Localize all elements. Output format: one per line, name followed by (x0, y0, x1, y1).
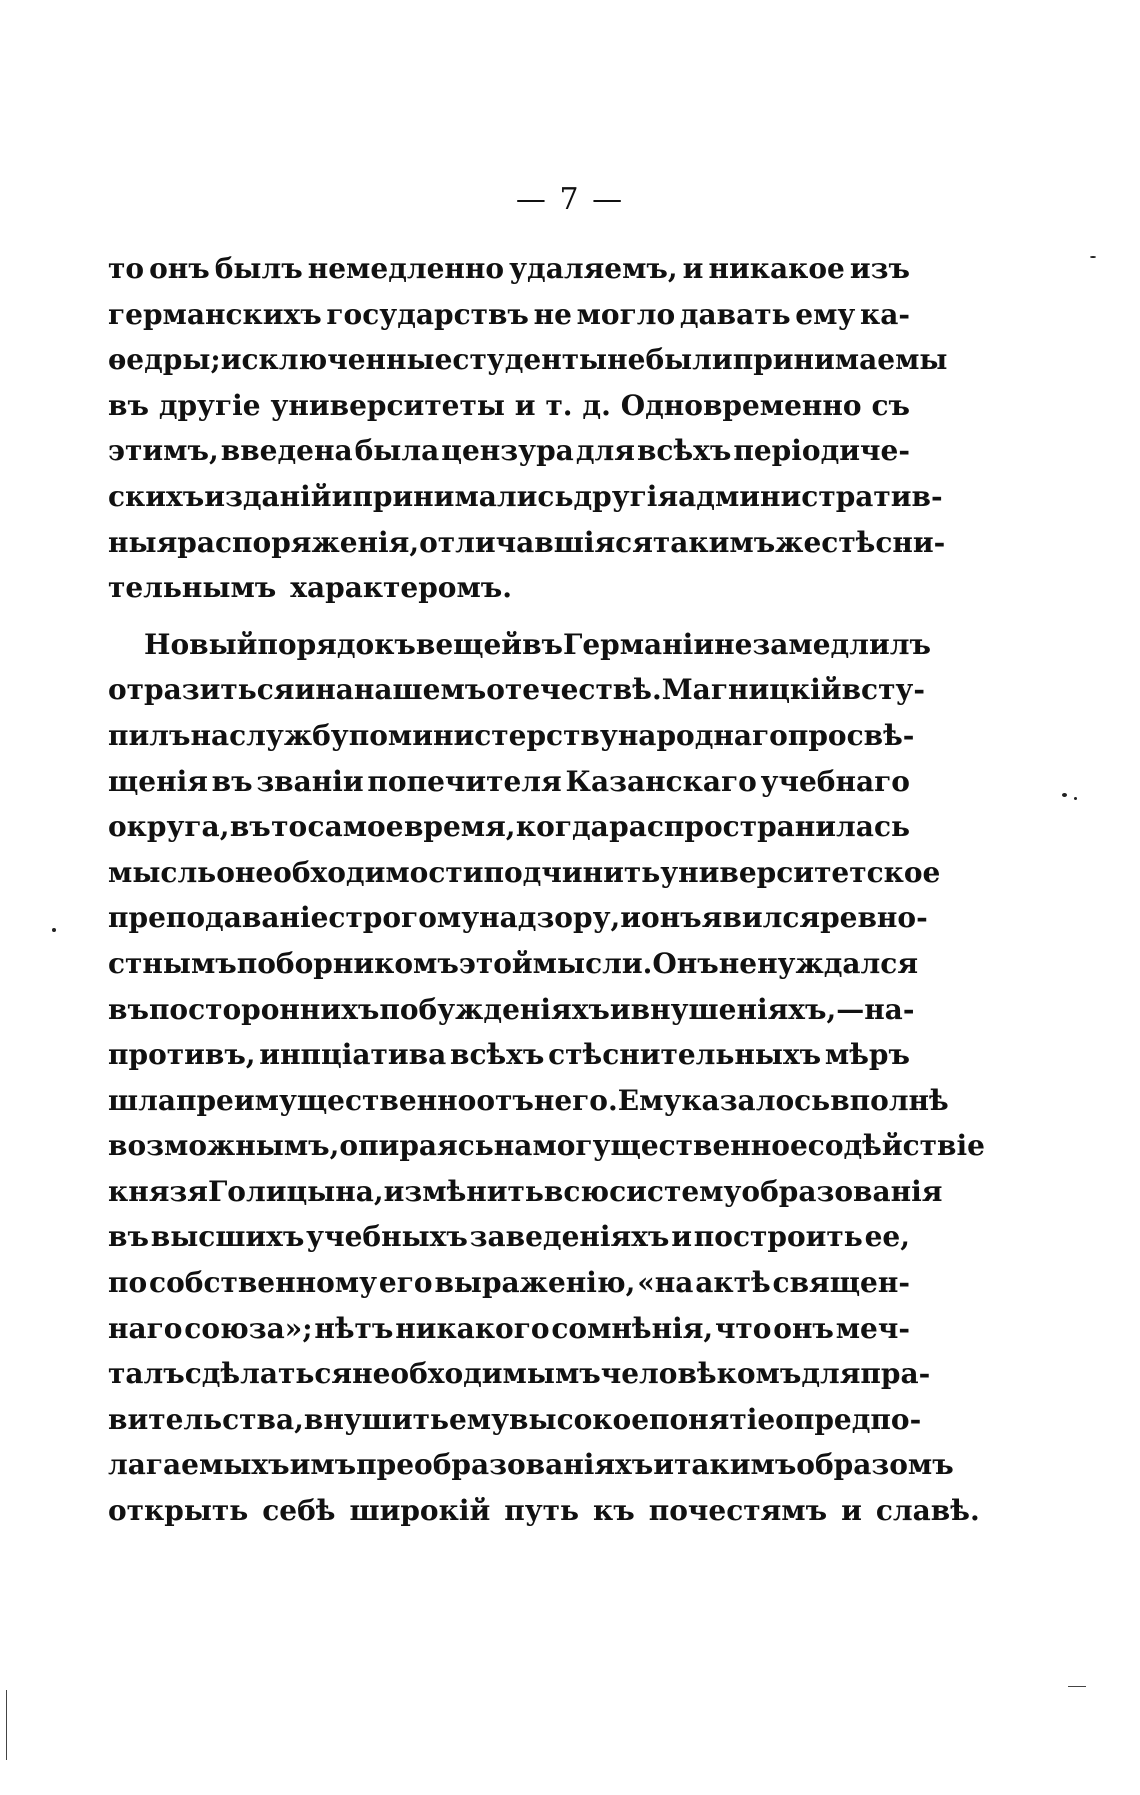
word: о (216, 855, 235, 889)
word: службу (229, 718, 349, 752)
word: преимущественно (175, 1083, 477, 1117)
word: изъ (849, 252, 910, 285)
word: тельнымъ (108, 571, 277, 605)
word: высшихъ (150, 1220, 305, 1254)
word: Ему (617, 1083, 682, 1117)
word: по (348, 718, 388, 752)
text-line (108, 571, 910, 617)
word: скихъ (108, 479, 205, 513)
word: собственному (149, 1266, 378, 1300)
word: порядокъ (257, 627, 416, 661)
text-line (108, 765, 910, 811)
word: на (493, 1129, 533, 1163)
word: побужденіяхъ (379, 992, 610, 1026)
word: немедленно (307, 252, 505, 285)
paragraph-gap (108, 617, 910, 628)
text-line (108, 1357, 931, 1403)
word: щенія (108, 764, 208, 798)
word: въ (108, 1220, 149, 1254)
word: была (354, 434, 440, 468)
word: Казанскаго (565, 764, 757, 798)
word: когда (515, 810, 609, 844)
word: въ (229, 810, 271, 844)
word: этимъ, (108, 434, 219, 468)
word: могло (576, 297, 676, 331)
word: изданій (204, 479, 332, 513)
word: — (836, 992, 865, 1026)
word: систему (609, 1174, 742, 1208)
word: и (682, 252, 704, 285)
word: къ (593, 1494, 635, 1528)
word: шла (108, 1083, 176, 1117)
word: государствъ (326, 297, 529, 331)
word: ему (448, 1402, 510, 1436)
word: давать (679, 297, 791, 331)
word: не (714, 627, 753, 661)
word: мысль (108, 855, 217, 889)
word: принимались (352, 479, 574, 513)
word: понятіе (649, 1402, 776, 1436)
text-line (108, 1129, 985, 1175)
word: и (609, 992, 631, 1026)
word: удаляемъ, (509, 252, 678, 285)
text-line (108, 810, 910, 856)
word: талъ (108, 1357, 185, 1391)
word: принимаемы (732, 343, 948, 377)
word: и (653, 1448, 675, 1482)
text-line (108, 1448, 954, 1494)
text-line (108, 855, 941, 902)
word: время, (403, 810, 516, 844)
word: необходимости (234, 855, 484, 889)
word: же (775, 525, 822, 559)
word: содѣйствіе (807, 1129, 985, 1163)
text-line (108, 1312, 910, 1358)
word: учебнаго (760, 764, 910, 798)
word: онъ (773, 1311, 834, 1345)
word: измѣнить (383, 1174, 544, 1208)
word: отъ (476, 1083, 534, 1117)
word: подчинить (483, 855, 661, 889)
word: университеты (270, 388, 505, 422)
word: путь (504, 1494, 580, 1528)
text-line (108, 434, 910, 480)
word: были (645, 343, 733, 377)
word: почестямъ (648, 1494, 828, 1528)
word: министерству (387, 718, 618, 752)
word: Магницкій (661, 673, 842, 707)
word: попечителя (367, 764, 562, 798)
word: не (533, 297, 572, 331)
word: нѣтъ (314, 1311, 394, 1345)
word: онъ (149, 252, 210, 285)
word: и (331, 479, 353, 513)
word: ему (795, 297, 856, 331)
text-line (108, 1174, 943, 1221)
word: введена (220, 434, 353, 468)
word: князя (108, 1174, 208, 1208)
word: въ (108, 992, 149, 1026)
word: заведеніяхъ (469, 1220, 670, 1254)
word: замедлилъ (752, 627, 931, 661)
word: Новый (144, 627, 258, 661)
word: поборникомъ (236, 946, 459, 980)
text-line (108, 1266, 910, 1312)
word: студенты (452, 343, 608, 377)
text-line (108, 343, 948, 389)
word: открыть (108, 1494, 249, 1528)
word: другіе (158, 388, 261, 422)
word: высокое (509, 1402, 650, 1436)
word: явился (701, 901, 821, 935)
word: административ- (678, 479, 943, 513)
word: такимъ (652, 525, 776, 559)
word: и (620, 901, 642, 935)
word: мѣръ (824, 1038, 910, 1072)
word: человѣкомъ (600, 1357, 802, 1391)
word: на- (864, 992, 915, 1026)
scan-edge-mark (6, 1690, 7, 1760)
word: съ (871, 388, 910, 422)
word: ее, (864, 1220, 910, 1254)
word: былъ (214, 252, 303, 285)
word: всю (543, 1174, 610, 1208)
word: округа, (108, 810, 230, 844)
word: и (841, 1494, 862, 1528)
word: просвѣ- (787, 718, 915, 752)
word: на (190, 718, 230, 752)
text-line (108, 252, 910, 298)
text-line (108, 525, 946, 572)
word: ѳедры; (108, 343, 221, 377)
word: могущественное (532, 1129, 808, 1163)
word: лагаемыхъ (108, 1448, 290, 1482)
word: ревно- (820, 901, 928, 935)
word: пилъ (108, 718, 191, 752)
word: никакое (708, 252, 845, 285)
print-speck (1062, 793, 1067, 797)
word: исключенные (220, 343, 453, 377)
word: всѣхъ (636, 434, 732, 468)
text-line (108, 1494, 980, 1540)
text-line (108, 946, 919, 993)
word: характеромъ. (290, 571, 513, 605)
word: «на (637, 1266, 694, 1300)
word: стѣснительныхъ (548, 1038, 822, 1072)
word: всѣхъ (449, 1038, 545, 1072)
word: него. (533, 1083, 618, 1117)
text-line (108, 992, 915, 1039)
text-line (108, 673, 925, 719)
word: распоряженія, (177, 525, 420, 559)
word: и (671, 1220, 692, 1254)
word: предпо- (793, 1402, 922, 1436)
word: инпціатива (259, 1038, 447, 1072)
word: союза»; (184, 1311, 313, 1345)
word: и (514, 388, 536, 422)
word: самое (307, 810, 404, 844)
word: для (575, 434, 635, 468)
scan-edge-mark (1068, 1686, 1086, 1687)
word: славѣ. (875, 1494, 980, 1528)
word: по (108, 1266, 148, 1300)
word: ныя (108, 525, 178, 559)
word: университетское (660, 855, 941, 889)
word: всту- (841, 673, 925, 707)
word: онъ (641, 901, 702, 935)
word: преподаваніе (108, 901, 329, 935)
word: званіи (256, 764, 364, 798)
word: постороннихъ (148, 992, 380, 1026)
word: себѣ (262, 1494, 336, 1528)
word: не (718, 946, 758, 980)
word: другія (573, 479, 679, 513)
word: построить (693, 1220, 863, 1254)
word: т. (545, 388, 573, 422)
word: священ- (772, 1266, 910, 1300)
text-line (108, 389, 910, 435)
word: сомнѣнія, (551, 1311, 714, 1345)
word: что (714, 1311, 772, 1345)
word: казалось (681, 1083, 831, 1117)
word: этой (458, 946, 533, 980)
word: мысли. (532, 946, 653, 980)
word: сдѣлаться (184, 1357, 353, 1391)
text-line (108, 1083, 949, 1130)
word: то (271, 810, 308, 844)
word: въ (522, 627, 563, 661)
word: отразиться (108, 673, 295, 707)
word: образованія (741, 1174, 943, 1208)
print-speck (1074, 797, 1077, 800)
word: ка- (860, 297, 910, 331)
word: опираясь (339, 1129, 494, 1163)
word: отечествѣ. (486, 673, 662, 707)
word: цензура (441, 434, 574, 468)
word: актѣ (695, 1266, 771, 1300)
word: строгому (328, 901, 480, 935)
text-line (108, 298, 910, 344)
word: въ (211, 764, 253, 798)
word: надзору, (479, 901, 621, 935)
word: учебныхъ (306, 1220, 468, 1254)
word: то (108, 252, 145, 285)
word: внушеніяхъ, (630, 992, 837, 1026)
word: возможнымъ, (108, 1129, 340, 1163)
word: Онъ (652, 946, 719, 980)
word: вительства, (108, 1402, 304, 1436)
text-line (108, 1220, 910, 1266)
text-line (108, 479, 943, 526)
word: никакого (395, 1311, 550, 1345)
page-number: — 7 — (515, 182, 625, 217)
word: имъ (289, 1448, 357, 1482)
word: отличавшіяся (419, 525, 653, 559)
word: противъ, (108, 1038, 256, 1072)
word: періодиче- (733, 434, 910, 468)
word: народнаго (617, 718, 788, 752)
word: пра- (860, 1357, 931, 1391)
text-line (108, 1402, 922, 1449)
text-line (108, 627, 931, 674)
word: его (378, 1266, 433, 1300)
word: Германіи (563, 627, 715, 661)
word: стнымъ (108, 946, 237, 980)
word: широкій (349, 1494, 491, 1528)
word: стѣсни- (821, 525, 946, 559)
text-line (108, 718, 915, 765)
word: вещей (415, 627, 523, 661)
word: въ (108, 388, 149, 422)
text-line (108, 901, 928, 947)
word: нашемъ (353, 673, 487, 707)
body-text (108, 252, 985, 1540)
word: о (775, 1402, 794, 1436)
word: выраженію, (434, 1266, 636, 1300)
word: Голицына, (207, 1174, 384, 1208)
word: и (294, 673, 316, 707)
word: вполнѣ (830, 1083, 949, 1117)
word: для (801, 1357, 861, 1391)
word: меч- (835, 1311, 910, 1345)
word: внушить (303, 1402, 449, 1436)
word: преобразованіяхъ (356, 1448, 654, 1482)
word: нуждался (757, 946, 919, 980)
text-line (108, 1038, 910, 1084)
word: германскихъ (108, 297, 322, 331)
word: Одновременно (620, 388, 862, 422)
word: д. (582, 388, 611, 422)
word: наго (108, 1311, 183, 1345)
word: такимъ (674, 1448, 797, 1482)
word: не (607, 343, 646, 377)
print-speck (52, 928, 56, 932)
word: образомъ (796, 1448, 954, 1482)
word: необходимымъ (352, 1357, 601, 1391)
print-speck (1090, 256, 1096, 258)
word: распространилась (609, 810, 910, 844)
word: на (315, 673, 354, 707)
